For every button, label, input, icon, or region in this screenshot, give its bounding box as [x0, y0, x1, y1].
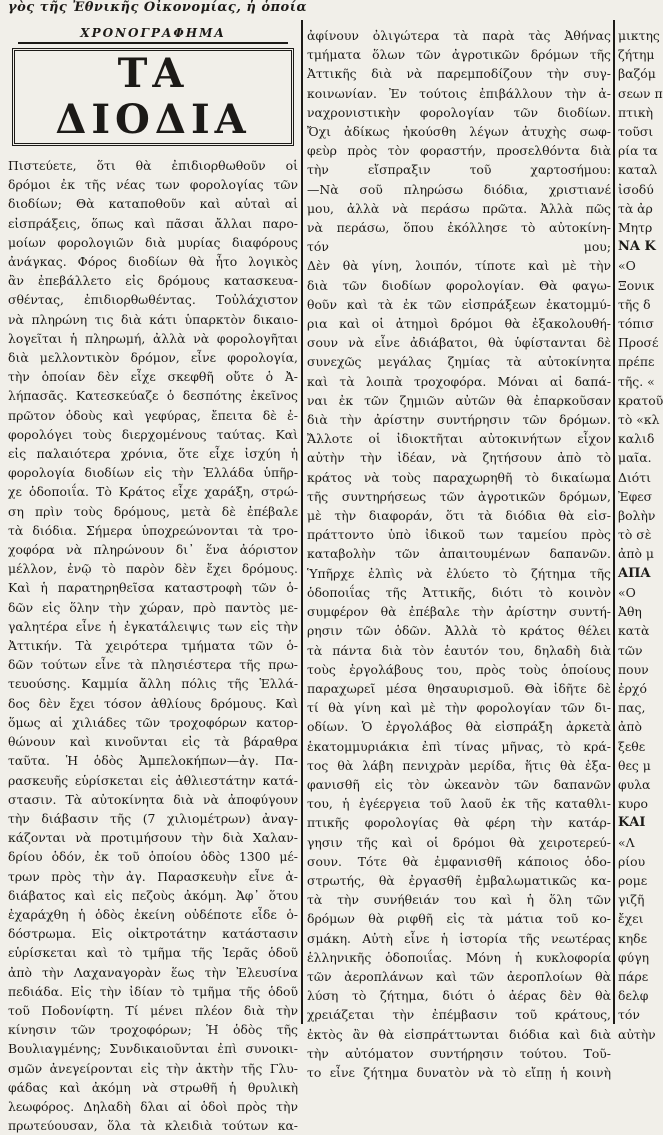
text-line: μαῖα. — [618, 450, 652, 466]
text-line: ναχρονιστικὴν φορολογίαν τῶν διοδίων. — [307, 104, 611, 120]
text-line: διοδίων; Θὰ καταποθοῦν καὶ αὐταὶ αἱ — [8, 196, 298, 212]
text-line: συνεχῶς μεγάλας ζημίας τὰ αὐτοκίνητα — [307, 354, 611, 370]
text-line: του, ἡ ἐγέεργεια τοῦ λαοῦ ἐκ τῆς καταθλι- — [307, 796, 611, 812]
text-line: τόν — [618, 1007, 640, 1023]
text-line: πτικὴ — [618, 104, 654, 120]
text-line: πτικῆς φορολογίας θὰ φέρη τὴν κατάρ- — [307, 815, 611, 831]
text-line: το εἶνε ζήτημα δυνατὸν νὰ τὸ εἴπῃ ἡ κοινὴ — [307, 1064, 611, 1080]
text-line: πάρε — [618, 968, 649, 984]
text-line: σουν. Τότε θὰ ἐμφανισθῆ κάποιος ὁδο- — [307, 853, 611, 869]
text-line: καλιδ — [618, 431, 655, 447]
text-line: ὁδοποιΐας τῆς Ἀττικῆς, διότι τὸ κοινὸν — [307, 584, 611, 600]
text-line: ἀπὸ — [618, 719, 642, 735]
text-line: τμήματα ὅλων τῶν ἀγροτικῶν δρόμων τῆς — [307, 47, 611, 63]
text-line: ξεθε — [618, 738, 646, 754]
text-line: εἰσπράξεις, ὅπως καὶ πᾶσαι ἄλλαι παρο- — [8, 215, 298, 231]
text-line: λύση τὸ ζήτημα, διότι ὁ ἀέρας δὲν θὰ — [307, 988, 611, 1004]
text-line: τῶν ἀεροπλάνων καὶ τῶν ἀεροπλοίων θὰ — [307, 968, 611, 984]
text-line: χοφόρα νὰ πληρώνουν δι᾽ ἕνα ἀόριστον — [8, 542, 298, 558]
text-line: κοινωνίαν. Ἐν τούτοις ἐπιβάλλουν τὴν ἀ- — [307, 85, 611, 101]
text-line: λήπασᾶς. Κατεσκεύαζε ὁ δεσπότης ἐκεῖνος — [8, 388, 298, 404]
text-line: μοίων φορολογιῶν διὰ μυρίας διαφόρους — [8, 234, 298, 250]
text-line: ἀπὸ μ — [618, 546, 654, 562]
text-line: διάβατος καὶ εἰς πεζοὺς ἀκόμη. Ἀφ᾽ ὅτου — [8, 887, 298, 903]
text-line: κρατοῦ — [618, 392, 663, 408]
text-line: πρῶτον ὁδοὺς καὶ γεφύρας, ἔπειτα δὲ ἐ- — [8, 407, 298, 423]
text-line: ρια καὶ οἱ ἀτημοὶ δρόμοι θὰ ἐξακολουθή- — [307, 316, 611, 332]
text-line: φορολογία διοδίων εἰς τὴν Ἑλλάδα ὑπῆρ- — [8, 465, 298, 481]
text-line: γιζῆ — [618, 892, 645, 908]
text-line: «Ο — [618, 584, 636, 600]
text-line: τόν μου; — [307, 239, 611, 255]
article-column-middle — [307, 26, 611, 1080]
section-kicker: ΧΡΟΝΟΓΡΑΦΗΜΑ — [18, 26, 288, 44]
text-line: καὶ τὰ λοιπὰ τροχοφόρα. Μόναι αἱ δαπά- — [307, 373, 611, 389]
text-line: λεωφόρος. Δηλαδὴ δλαι αἱ ὁδοὶ πρὸς τὴν — [8, 1098, 298, 1114]
text-line: τοῦ Ποδονίφτη. Τί μένει πλέον διὰ τὴν — [8, 1002, 298, 1018]
text-line: ἔχει — [618, 911, 644, 927]
text-line: καταλ — [618, 162, 658, 178]
text-line: σεων π — [618, 85, 663, 101]
text-line: κίνησιν τῶν τροχοφόρων; Ἡ ὁδὸς τῆς — [8, 1022, 298, 1038]
text-line: φάδας καὶ ἀκόμη νὰ στρωθῆ ἡ θρυλικὴ — [8, 1079, 298, 1095]
text-line: τοὺς ἐργολάβους του, πρὸς τοὺς ὁποίους — [307, 661, 611, 677]
text-line: σμάκη. Αὐτὴ εἶνε ἡ ἱστορία τῆς νεωτέρας — [307, 930, 611, 946]
text-line: ἀπὸ τὴν Λαχαναγορὰν ἕως τὴν Ἐλευσίνα — [8, 964, 298, 980]
text-line: Δὲν θὰ γίνη, λοιπόν, τίποτε καὶ μὲ τὴν — [307, 258, 611, 274]
text-line: τὰ πάντα διὰ τὸν ἑαυτόν του, δηλαδὴ διὰ — [307, 642, 611, 658]
text-line: Ξονικ — [618, 277, 655, 293]
text-line: τῆς συντηρήσεως τῶν ἀγροτικῶν δρόμων, — [307, 488, 611, 504]
text-line: συμφέρον θὰ ἐπέβαλε τὴν ἀρίστην συντή- — [307, 604, 611, 620]
text-line: στασιν. Τὰ αὐτοκίνητα διὰ νὰ ἀποφύγουν — [8, 791, 298, 807]
adjacent-column-text — [618, 26, 663, 1044]
text-line: νὰ περάσω, ὅπου ἐκόλλησε τὸ αὐτοκίνη- — [307, 220, 611, 236]
column-rule — [301, 20, 303, 1024]
text-line: Πιστεύετε, ὅτι θὰ ἐπιδιορθωθοῦν οἱ — [8, 158, 298, 173]
text-line: ρομε — [618, 872, 648, 888]
article-title: ΤΑ ΔΙΟΔΙΑ — [12, 48, 294, 146]
text-line: ὅμως αἱ χιλιάδες τῶν τροχοφόρων κατορ- — [8, 714, 298, 730]
text-line: μέλλον, ἐνῷ τὸ παρὸν δὲν ἔχει δρόμους. — [8, 561, 298, 577]
text-line: Διότι — [618, 469, 651, 485]
text-line: πουν — [618, 661, 649, 677]
text-line: δῶν τούτων εἶνε τὰ πλησιέστερα τῆς πρω- — [8, 657, 298, 673]
text-line: Ἀττικῆς διὰ νὰ παρεμποδίζουν τὴν συγ- — [307, 66, 611, 82]
text-line: ἐρχό — [618, 680, 647, 696]
text-line: τῆς δ — [618, 296, 651, 312]
text-line: Καὶ ἡ παρατηρηθεῖσα καταστροφὴ τῶν ὁ- — [8, 580, 298, 596]
text-line: φορολόγει τοὺς διερχομένους ταύτας. Καὶ — [8, 426, 298, 442]
text-line: δόστρωμα. Εἰς οἰκτροτάτην κατάστασιν — [8, 926, 298, 942]
page-header: γὸς τῆς Ἐθνικῆς Οἰκονομίας, ἡ ὁποία — [8, 0, 308, 15]
text-line: τος θὰ λάβη πενιχρὰν μερίδα, ἥτις θὰ ἐξα- — [307, 757, 611, 773]
text-line: δος δὲν ἔχει τόσον ἀθλίους δρόμους. Καὶ — [8, 695, 298, 711]
text-line: Προσέ — [618, 335, 659, 351]
text-line: εἰς παλαιότερα χρόνια, ὅτε εἶχε ἰσχύη ἡ — [8, 446, 298, 462]
text-line: τῶν — [618, 642, 643, 658]
text-line: ρασκευῆς εὑρίσκεται εἰς ἀθλιεστάτην κατά- — [8, 772, 298, 788]
text-line: χρειάζεται τὴν ἐπέμβασιν τοῦ κράτους, — [307, 1007, 611, 1023]
text-line: διὰ τὴν ἀρίστην συντήρησιν τῶν δρόμων. — [307, 412, 611, 428]
text-line: ση πρὶν τοὺς δρόμους, μετὰ δὲ ἐπέβαλε — [8, 503, 298, 519]
text-line: τὰ διόδια. Σήμερα ὑποχρεώνονται τὰ τρο- — [8, 522, 298, 538]
text-line: διὰ μελλοντικὸν δρόμον, εἶνε φορολογία, — [8, 350, 298, 366]
text-line: κάζονται νὰ προτιμήσουν τὴν διὰ Χαλαν- — [8, 830, 298, 846]
text-line: πράττοντο ὑπὸ ἰδικοῦ των ταμείου πρὸς — [307, 527, 611, 543]
adjacent-column-fragment — [618, 26, 663, 1042]
text-line: δρόμων θὰ ριφθῆ εἰς τὰ μάτια τοῦ κο- — [307, 911, 611, 927]
text-line: τόπισ — [618, 316, 654, 332]
text-line: ταῦτα. Ἡ ὁδὸς Ἀμπελοκήπων—ἀγ. Πα- — [8, 753, 298, 769]
text-line: φανισθῆ εἰς τὸν ὠκεανὸν τῶν δαπανῶν — [307, 776, 611, 792]
text-line: Ὄχι ἀδίκως ἠκούσθη λέγων ἀτυχὴς σωφ- — [307, 124, 611, 140]
text-line: τὴν ὁποίαν δὲν εἶχε σκεφθῆ οὔτε ὁ Ἀ- — [8, 369, 298, 385]
text-line: πρωτεύουσαν, ὅλα τὰ κλειδιὰ τούτων κα- — [8, 1118, 298, 1134]
text-line: κατὰ — [618, 623, 650, 639]
text-line: ρησιν τῶν ὁδῶν. Ἀλλὰ τὸ κράτος θέλει — [307, 623, 611, 639]
text-line: αὐτὴν τὴν ἰδέαν, νὰ ζητήσουν ἀπὸ τὸ — [307, 450, 611, 466]
column-rule — [613, 20, 615, 1024]
text-line: δῶν εἰς ὅλην τὴν χώραν, πρὸ παντὸς με- — [8, 599, 298, 615]
text-line: ἰσοδύ — [618, 181, 654, 197]
text-line: νὰ πληρώνη τις διὰ κάτι ὑπαρκτὸν δικαιο- — [8, 311, 298, 327]
text-line: φύγη — [618, 949, 650, 965]
text-line: ἀνάγκας. Φόρος διοδίων θὰ ἦτο λογικὸς — [8, 254, 298, 270]
text-line: τί θὰ γίνη καὶ μὲ τὴν φορολογίαν τῶν δι- — [307, 700, 611, 716]
text-line: θες μ — [618, 757, 651, 773]
text-line: αὐτὴν — [618, 1026, 656, 1042]
text-line: «Λ — [618, 834, 635, 850]
article-column-left — [8, 26, 298, 1134]
text-line: ρίου — [618, 853, 646, 869]
text-line: Ὑπῆρχε ἐλπὶς νὰ ἐλύετο τὸ ζήτημα τῆς — [307, 565, 611, 581]
text-line: «Ο — [618, 258, 636, 274]
text-line: χε ὁδοποιΐα. Τὸ Κράτος εἶχε χαράξη, στρώ- — [8, 484, 298, 500]
text-line: κυρο — [618, 796, 649, 812]
text-line: τὴν αὐτόματον συντήρησιν τούτου. Τοῦ- — [307, 1045, 611, 1061]
text-line: —Νὰ σοῦ πληρώσω διόδια, χριστιανέ — [307, 181, 611, 197]
text-line: Ἄλλοτε οἱ ἰδιοκτῆται αὐτοκινήτων εἶχον — [307, 431, 611, 447]
text-line: βαζόμ — [618, 66, 656, 82]
text-line: φεὺρ πρὸς τὸν φοραστήν, προσελθόντα διὰ — [307, 143, 611, 159]
text-line: ἂν ἐπεβάλλετο εἰς δρόμους κατασκευα- — [8, 273, 298, 289]
text-line: δρόμοι ἐκ τῆς νέας των φορολογίας τῶν — [8, 177, 298, 193]
text-line: σουν νὰ εἶνε ἀδιάβατοι, θὰ ὑφίστανται δὲ — [307, 335, 611, 351]
text-line: σθέντας, ἐπιδιορθωθέντας. Τοὐλάχιστον — [8, 292, 298, 308]
text-line: δελφ — [618, 988, 649, 1004]
text-line: θοῦν καὶ τὰ ἐκ τῶν εἰσπράξεων ἑκατομμύ- — [307, 296, 611, 312]
text-line: Ἀθη — [618, 604, 642, 620]
text-line: ἑλληνικῆς ὁδοποιΐας. Μόνη ἡ κυκλοφορία — [307, 949, 611, 965]
text-line: γαλητέρα εἶνε ἡ ἐγκατάλειψις των εἰς τὴν — [8, 618, 298, 634]
text-line: στρωτής, θὰ ἐργασθῆ ἐμβαλωματικῶς κα- — [307, 872, 611, 888]
text-line: διὰ τῶν διοδίων φορολογίαν. Θὰ φαγω- — [307, 277, 611, 293]
text-line: ἐχαράχθη ἡ ὁδὸς ἐκείνη οὐδέποτε εἶδε ὁ- — [8, 906, 298, 922]
text-line: ΚΑΙ — [618, 815, 646, 831]
text-line: ἑκατομμυριάκια ἐπὶ τίνας μῆνας, τὸ κρά- — [307, 738, 611, 754]
text-line: ἀφίνουν ὀλιγώτερα τὰ παρὰ τὰς Ἀθήνας — [307, 28, 611, 43]
text-line: πρέπε — [618, 354, 655, 370]
text-line: οδίων. Ὁ ἐργολάβος θὰ εἰσπράξη ἀρκετὰ — [307, 719, 611, 735]
text-line: ρία τα — [618, 143, 658, 159]
text-line: τὸ «κλ — [618, 412, 660, 428]
text-line: φυλα — [618, 776, 651, 792]
text-line: κράτος νὰ τοὺς παραχωρηθῆ τὸ δικαίωμα — [307, 469, 611, 485]
text-line: βολὴν — [618, 508, 656, 524]
text-line: ΝΑ Κ — [618, 239, 656, 255]
article-body-middle — [307, 26, 611, 1082]
text-line: τὰ ἀρ — [618, 200, 653, 216]
text-line: Βουλιαγμένης; Συνδικαιοῦνται ἐπὶ συνοικι- — [8, 1041, 298, 1057]
text-line: τοῦσι — [618, 124, 654, 140]
text-line: πεδιάδα. Εἰς τὴν ἰδίαν τὸ τμῆμα τῆς ὁδοῦ — [8, 983, 298, 999]
text-line: τὴν διάβασιν τῆς (7 χιλιομέτρων) ἀναγ- — [8, 810, 298, 826]
text-line: παραχωρεῖ μέσα θησαυρισμοῦ. Θὰ ἰδῆτε δὲ — [307, 680, 611, 696]
text-line: σμῶν ἀνεγείρονται εἰς τὴν ἀκτὴν τῆς Γλυ- — [8, 1060, 298, 1076]
text-line: ἐκτὸς ἂν θὰ εἰσπράττωνται διόδια καὶ διὰ — [307, 1026, 611, 1042]
text-line: καταβολὴν τῶν ἀπαιτουμένων δαπανῶν. — [307, 546, 611, 562]
text-line: Μητρ — [618, 220, 653, 236]
text-line: τὴν εἴσπραξιν τοῦ χαρτοσήμου: — [307, 162, 611, 178]
text-line: τὸ σὲ — [618, 527, 652, 543]
text-line: ναι ἐκ τῶν ζημιῶν αὐτῶν θὰ ἐπαρκοῦσαν — [307, 392, 611, 408]
text-line: λογεῖται ἡ πληρωμή, ἀλλὰ νὰ φορολογῆται — [8, 330, 298, 346]
text-line: τῆς. « — [618, 373, 655, 389]
text-line: τρων πρὸς τὴν ἀγ. Παρασκευὴν εἶνε ἀ- — [8, 868, 298, 884]
text-line: μου, ἀλλὰ νὰ περάσω πρῶτα. Ἀλλὰ πῶς — [307, 200, 611, 216]
text-line: εὑρίσκεται καὶ τὸ τμῆμα τῆς Ἱερᾶς ὁδοῦ — [8, 945, 298, 961]
text-line: μὲ τὴν διαφοράν, ὅτι τὰ διόδια θὰ εἰσ- — [307, 508, 611, 524]
text-line: κηδε — [618, 930, 648, 946]
text-line: ΑΠΑ — [618, 565, 651, 581]
text-line: θώνουν καὶ κινοῦνται εἰς τὰ βάραθρα — [8, 734, 298, 750]
article-body-left — [8, 156, 298, 1135]
text-line: μικτης — [618, 28, 660, 43]
text-line: πας, — [618, 700, 646, 716]
text-line: τὰ τὴν συνήθειάν του καὶ ἡ ὅλη τῶν — [307, 892, 611, 908]
text-line: Ἀττικήν. Τὰ χειρότερα τμήματα τῶν ὁ- — [8, 638, 298, 654]
text-line: Ἐφεσ — [618, 488, 653, 504]
text-line: ζήτημ — [618, 47, 655, 63]
text-line: γησιν τῆς καὶ οἱ δρόμοι θὰ χειροτερεύ- — [307, 834, 611, 850]
text-line: δρίου ὁδόν, ἐκ τοῦ ὁποίου ὁδὸς 1300 μέ- — [8, 849, 298, 865]
text-line: τευούσης. Καμμία ἄλλη πόλις τῆς Ἑλλά- — [8, 676, 298, 692]
